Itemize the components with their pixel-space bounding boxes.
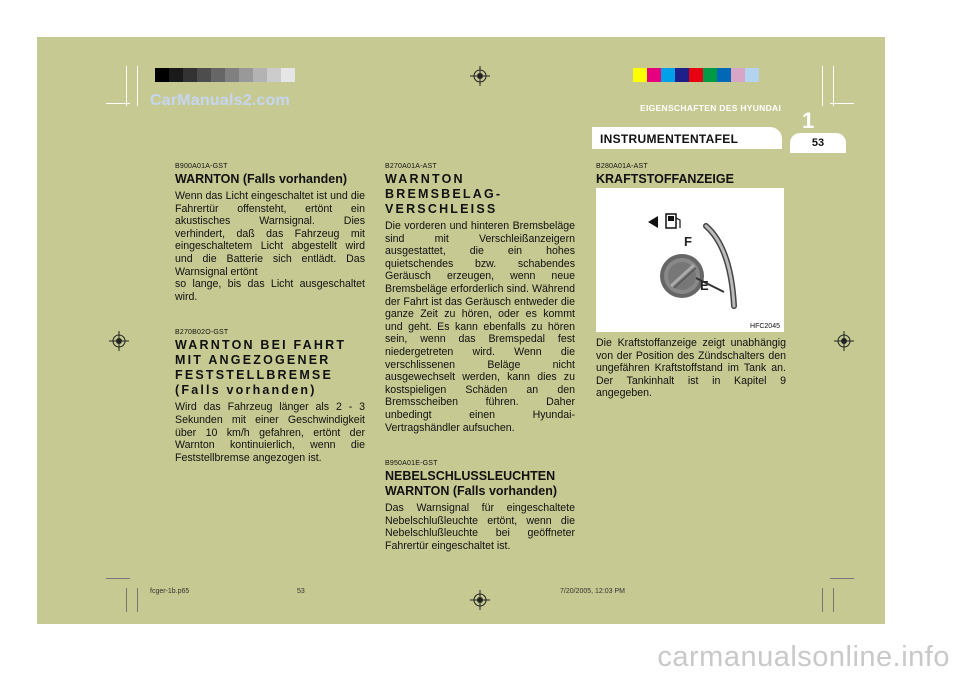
gauge-letter-empty: E [700,278,709,293]
calibration-swatch [197,68,211,82]
section-heading: WARNTON BEI FAHRT MIT ANGEZOGENER FESTSTELLBREMSE (Falls vorhanden) [175,338,347,398]
footer-page: 53 [297,588,305,595]
crop-mark [106,578,130,579]
calibration-swatch [661,68,675,82]
chapter-number: 1 [802,108,815,133]
footer-filename: fcger-1b.p65 [150,588,190,595]
section-code: B900A01A-GST [175,163,228,170]
calibration-swatch [281,68,295,82]
fuel-pump-icon [666,214,680,228]
calibration-swatch [267,68,281,82]
bottom-watermark[interactable]: carmanualsonline.info [657,641,950,673]
registration-mark-icon [834,331,854,351]
calibration-swatch [731,68,745,82]
section-code: B270B02O-GST [175,329,229,337]
site-watermark[interactable]: CarManuals2.com [150,92,290,109]
crop-mark [106,103,130,104]
crop-mark [833,66,834,106]
fuel-gauge-figure [596,188,784,332]
section-fog-lamp-warning [385,460,575,552]
column-middle [385,163,575,578]
calibration-swatch [647,68,661,82]
crop-mark [126,66,127,106]
calibration-swatch [689,68,703,82]
grayscale-calibration-strip [155,68,295,82]
section-title-tab [592,127,782,149]
section-light-warning [175,163,365,303]
section-body: Wird das Fahrzeug länger als 2 - 3 Sekunden mit einer Geschwindigkeit über 10 km/h gefahren, ertönt der Warnton kontinuierlich, wenn die Feststellbremse angezogen ist. [175,401,365,464]
color-calibration-strip [633,68,759,82]
section-heading: NEBELSCHLUSSLEUCHTEN WARNTON (Falls vorhanden) [385,469,558,499]
calibration-swatch [211,68,225,82]
crop-mark [822,66,823,106]
calibration-swatch [183,68,197,82]
calibration-swatch [239,68,253,82]
section-brake-pad-warning [385,163,575,434]
calibration-swatch [253,68,267,82]
footer-timestamp: 7/20/2005, 12:03 PM [560,588,625,595]
calibration-swatch [225,68,239,82]
section-body: Wenn das Licht eingeschaltet ist und die Fahrertür offensteht, ertönt ein akustisches Warnsignal. Dies verhindert, daß das Fahrzeug mit eingeschaltetem Licht abgestellt wird und die Batterie sich entlädt. Das Warnsignal ertönt so lange, bis das Licht ausgeschaltet wird. [175,190,365,303]
crop-mark [137,66,138,106]
registration-mark-icon [109,331,129,351]
figure-label: HFC2045 [750,323,780,330]
section-parking-brake-warning [175,329,365,464]
section-body: Die vorderen und hinteren Bremsbeläge sind mit Verschleißanzeigern ausgestattet, die ein hohes quietschendes bzw. schabendes Geräusch erzeugen, wenn neue Bremsbeläge erforderlich sind. Während der Fahrt ist das Geräusch entweder die ganze Zeit zu hören, oder es kommt und geht. Es kann ebenfalls zu hören sein, wenn das Bremspedal fest niedergetreten wird. Wenn die verschlissenen Beläge nicht ausgewechselt werden, kann dies zu kostspieligen Schäden an den Bremsscheiben führen. Daher unbedingt einen Hyundai-Vertragshändler aufsuchen. [385,220,575,434]
crop-mark [830,578,854,579]
calibration-swatch [717,68,731,82]
column-right [596,163,786,190]
section-body: Die Kraftstoffanzeige zeigt unabhängig von der Position des Zündschalters den ungefähren Kraftstoffstand im Tank an. Der Tankinhalt ist in Kapitel 9 angegeben. [596,337,786,400]
registration-mark-icon [470,590,490,610]
calibration-swatch [169,68,183,82]
page-number-tab [790,133,846,153]
crop-mark [822,588,823,612]
calibration-swatch [703,68,717,82]
gauge-letter-full: F [684,234,692,249]
column-right-body [596,337,786,400]
chapter-title: EIGENSCHAFTEN DES HYUNDAI [640,103,782,113]
page-number: 53 [811,137,825,149]
section-code: B280A01A-AST [596,163,648,170]
crop-mark [833,588,834,612]
section-heading: WARNTON (Falls vorhanden) [175,172,348,186]
calibration-swatch [155,68,169,82]
section-code: B950A01E-GST [385,460,438,468]
section-body: Das Warnsignal für eingeschaltete Nebelschlußleuchte ertönt, wenn die Nebelschlußleuchte bei geöffneter Fahrertür eingeschaltet ist. [385,502,575,552]
calibration-swatch [633,68,647,82]
fuel-gauge-illustration [596,188,784,332]
crop-mark [830,103,854,104]
section-title: INSTRUMENTENTAFEL [600,132,739,146]
section-code: B270A01A-AST [385,163,437,170]
calibration-swatch [675,68,689,82]
registration-mark-icon [470,66,490,86]
crop-mark [137,588,138,612]
crop-mark [126,588,127,612]
column-left [175,163,365,490]
section-heading: WARNTON BREMSBELAG-VERSCHLEISS [385,172,503,216]
section-heading: KRAFTSTOFFANZEIGE [596,172,734,186]
calibration-swatch [745,68,759,82]
